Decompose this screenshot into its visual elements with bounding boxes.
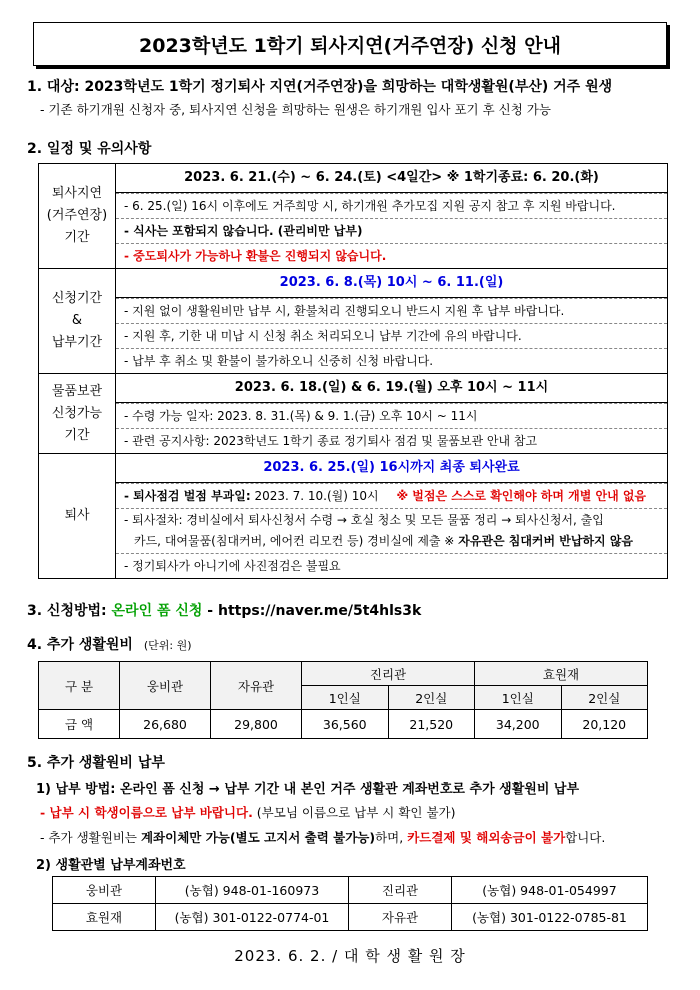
table-row [39, 710, 648, 739]
section-1-note: - 기존 하기개원 신청자 중, 퇴사지연 신청을 희망하는 원생은 하기개원 입사 포기 후 신청 가능 [40, 102, 551, 117]
list-item: - 중도퇴사가 가능하나 환불은 진행되지 않습니다. [116, 243, 667, 268]
table-row [53, 904, 648, 931]
list-item: - 수령 가능 일자: 2023. 8. 31.(목) & 9. 1.(금) 오후 10시 ~ 11시 [116, 403, 667, 428]
row-head: 2023. 6. 25.(일) 16시까지 최종 퇴사완료 [116, 454, 667, 483]
page-title: 2023학년도 1학기 퇴사지연(거주연장) 신청 안내 [33, 22, 667, 66]
col-jayu: 자유관 [211, 662, 302, 710]
payment-method: 1) 납부 방법: 온라인 폼 신청 → 납부 기간 내 본인 거주 생활관 계좌번호로 추가 생활원비 납부 [36, 782, 580, 797]
procedure-line-1: - 퇴사절차: 경비실에서 퇴사신청서 수령 → 호실 청소 및 모든 물품 정리 → 퇴사신청서, 출입 [124, 513, 604, 527]
row-label [39, 374, 116, 454]
account-heading: 2) 생활관별 납부계좌번호 [36, 858, 186, 873]
procedure-line-2 [124, 531, 667, 552]
cost-cell: 20,120 [561, 710, 648, 739]
method-dash: - [202, 603, 218, 619]
section-5-heading: 5. 추가 생활원비 납부 [27, 755, 165, 771]
col-jinri-single: 1인실 [302, 686, 389, 710]
section-4-heading [27, 634, 192, 654]
account-number: (농협) 301-0122-0785-81 [452, 904, 648, 931]
section-3-heading [27, 600, 421, 620]
note-rest: (부모님 이름으로 납부 시 확인 불가) [252, 805, 456, 820]
list-item: - 납부 후 취소 및 환불이 불가하오니 신중히 신청 바랍니다. [116, 348, 667, 373]
list-item [116, 508, 667, 553]
row-label: 금 액 [39, 710, 120, 739]
payment-note-1 [40, 803, 455, 821]
label-line: (거주연장) [46, 208, 108, 223]
note-red: 카드결제 및 해외송금이 불가 [407, 830, 566, 845]
label-line: 신청가능 [51, 405, 103, 421]
cost-cell: 26,680 [120, 710, 211, 739]
list-item [116, 483, 667, 508]
row-head: 2023. 6. 8.(목) 10시 ~ 6. 11.(일) [116, 269, 667, 298]
col-hyowon-single: 1인실 [475, 686, 562, 710]
schedule-row-delay [39, 164, 668, 269]
col-hyowon: 효원재 [475, 662, 648, 686]
list-item: - 지원 없이 생활원비만 납부 시, 환불처리 진행되오니 반드시 지원 후 납부 바랍니다. [116, 298, 667, 323]
section-2-heading: 2. 일정 및 유의사항 [27, 141, 152, 157]
note-bold: 계좌이체만 가능(별도 고지서 출력 불가능) [140, 830, 376, 845]
procedure-bold: 자유관은 침대커버 반납하지 않음 [458, 534, 634, 548]
label-line: 신청기간 [51, 291, 103, 306]
penalty-date: 2023. 7. 10.(월) 10시 [250, 489, 379, 503]
cost-cell: 21,520 [388, 710, 475, 739]
section-1-heading: 1. 대상: 2023학년도 1학기 정기퇴사 지연(거주연장)을 희망하는 대학생활원(부산) 거주 원생 [27, 79, 613, 95]
unit-label: (단위: 원) [143, 639, 192, 652]
label-line: 기간 [64, 427, 90, 443]
account-number: (농협) 301-0122-0774-01 [156, 904, 349, 931]
label-line: & [71, 313, 83, 328]
row-label [39, 164, 116, 269]
col-woongbi: 웅비관 [120, 662, 211, 710]
list-item: - 식사는 포함되지 않습니다. (관리비만 납부) [116, 218, 667, 243]
account-table [52, 876, 648, 931]
schedule-row-apply [39, 269, 668, 374]
procedure-text: 카드, 대여물품(침대커버, 에어컨 리모컨 등) 경비실에 제출 ※ [134, 534, 459, 548]
cost-cell: 29,800 [211, 710, 302, 739]
col-hyowon-double: 2인실 [561, 686, 648, 710]
list-item: - 관련 공지사항: 2023학년도 1학기 종료 정기퇴사 점검 및 물품보관 안내 참고 [116, 428, 667, 453]
application-link[interactable]: https://naver.me/5t4hls3k [217, 603, 422, 619]
note-red: - 납부 시 학생이름으로 납부 바랍니다. [40, 805, 253, 820]
row-head: 2023. 6. 18.(일) & 6. 19.(월) 오후 10시 ~ 11시 [116, 374, 667, 403]
dorm-name: 진리관 [349, 877, 452, 904]
account-number: (농협) 948-01-160973 [156, 877, 349, 904]
footer-signature: 2023. 6. 2. / 대 학 생 활 원 장 [234, 947, 466, 965]
col-jinri: 진리관 [302, 662, 475, 686]
schedule-row-checkout [39, 454, 668, 579]
payment-note-2 [40, 828, 605, 846]
dorm-name: 효원재 [53, 904, 156, 931]
method-text: 온라인 폼 신청 [111, 603, 203, 619]
label-line: 퇴사지연 [51, 186, 103, 201]
dorm-name: 웅비관 [53, 877, 156, 904]
schedule-row-storage [39, 374, 668, 454]
list-item: - 지원 후, 기한 내 미납 시 신청 취소 처리되오니 납부 기간에 유의 바랍니다. [116, 323, 667, 348]
account-number: (농협) 948-01-054997 [452, 877, 648, 904]
penalty-label: - 퇴사점검 벌점 부과일: [124, 489, 251, 503]
row-label [39, 269, 116, 374]
cost-table [38, 661, 648, 739]
cost-heading: 4. 추가 생활원비 [27, 637, 133, 653]
note-text: 하며, [375, 830, 408, 845]
method-prefix: 3. 신청방법: [27, 603, 112, 619]
cost-cell: 34,200 [475, 710, 562, 739]
penalty-warning: ※ 벌점은 스스로 확인해야 하며 개별 안내 없음 [396, 489, 647, 503]
label-line: 물품보관 [51, 383, 103, 399]
label-line: 퇴사 [64, 508, 90, 523]
list-item: - 정기퇴사가 아니기에 사진점검은 불필요 [116, 553, 667, 578]
table-row [53, 877, 648, 904]
row-label [39, 454, 116, 579]
schedule-table [38, 163, 668, 579]
label-line: 납부기간 [51, 335, 103, 350]
row-head: 2023. 6. 21.(수) ~ 6. 24.(토) <4일간> ※ 1학기종료: 6. 20.(화) [116, 164, 667, 193]
dorm-name: 자유관 [349, 904, 452, 931]
note-text: 합니다. [565, 830, 606, 845]
cost-cell: 36,560 [302, 710, 389, 739]
col-label: 구 분 [39, 662, 120, 710]
list-item: - 6. 25.(일) 16시 이후에도 거주희망 시, 하기개원 추가모집 지원 공지 참고 후 지원 바랍니다. [116, 193, 667, 218]
note-text: - 추가 생활원비는 [40, 830, 141, 845]
label-line: 기간 [64, 230, 90, 245]
col-jinri-double: 2인실 [388, 686, 475, 710]
